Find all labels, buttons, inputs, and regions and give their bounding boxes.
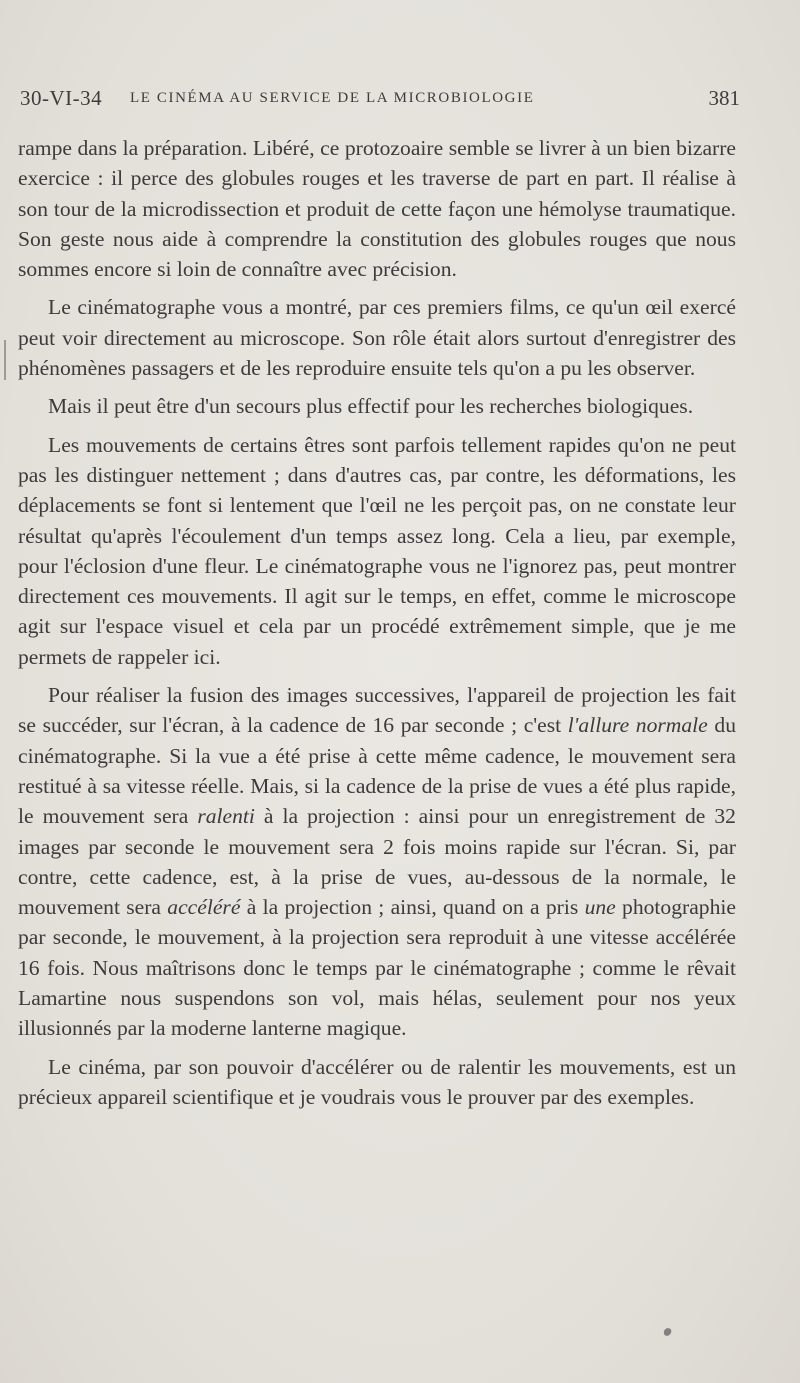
- text-run: photographie par seconde, le mouvement, à la projection sera reproduit à une vitesse accélérée 16 fois. Nous maîtrisons donc le temps par le cinématographe ; comme le rêvait Lamartine nous suspendons son vol, mais hélas, seulement pour nos yeux illusionnés par la moderne lanterne magique.: [18, 895, 736, 1041]
- italic-term: accéléré: [167, 895, 241, 920]
- text-run: Pour réaliser la fusion des images successives, l'appareil de projection les fait se succéder, sur l'écran, à la cadence de 16 par seconde ; c'est: [18, 683, 736, 738]
- running-head: [20, 84, 740, 114]
- margin-mark: [4, 340, 6, 380]
- header-date: 30-VI-34: [20, 86, 103, 110]
- paragraph: Le cinéma, par son pouvoir d'accélérer ou de ralentir les mouvements, est un précieux appareil scientifique et je voudrais vous le prouver par des exemples.: [18, 1054, 736, 1109]
- body-text: [18, 133, 736, 1112]
- text-run: à la projection : ainsi pour un enregistrement de 32 images par seconde le mouvement sera 2 fois moins rapide sur l'écran. Si, par contre, cette cadence, est, à la prise de vues, au-dessous de la normale, le mouvement sera: [18, 804, 736, 920]
- paragraph: Les mouvements de certains êtres sont parfois tellement rapides qu'on ne peut pas les distinguer nettement ; dans d'autres cas, par contre, les déformations, les déplacements se font si lentement que l'œil ne les perçoit pas, on ne constate leur résultat qu'après l'écoulement d'un temps assez long. Cela a lieu, par exemple, pour l'éclosion d'une fleur. Le cinématographe vous ne l'ignorez pas, peut montrer directement ces mouvements. Il agit sur le temps, en effet, comme le microscope agit sur l'espace visuel et cela par un procédé extrêmement simple, que je me permets de rappeler ici.: [18, 432, 736, 669]
- text-run: du cinématographe. Si la vue a été prise à cette même cadence, le mouvement sera restitué à sa vitesse réelle. Mais, si la cadence de la prise de vues a été plus rapide, le mouvement sera: [18, 713, 736, 829]
- italic-term: ralenti: [197, 804, 255, 829]
- ink-spot: [663, 1327, 673, 1337]
- paragraph: Le cinématographe vous a montré, par ces premiers films, ce qu'un œil exercé peut voir directement au microscope. Son rôle était alors surtout d'enregistrer des phénomènes passagers et de les reproduire ensuite tels qu'on a pu les observer.: [18, 295, 736, 381]
- paragraph: Mais il peut être d'un secours plus effectif pour les recherches biologiques.: [48, 394, 694, 419]
- paragraph-cadence: [18, 680, 736, 1044]
- text-run: à la projection ; ainsi, quand on a pris: [240, 895, 585, 920]
- page-number: 381: [708, 86, 740, 110]
- italic-term: l'allure normale: [567, 713, 708, 738]
- header-title: LE CINÉMA AU SERVICE DE LA MICROBIOLOGIE: [130, 90, 535, 106]
- paragraph-continued: rampe dans la préparation. Libéré, ce protozoaire semble se livrer à un bien bizarre exercice : il perce des globules rouges et les traverse de part en part. Il réalise à son tour de la microdissection et produit de cette façon une hémolyse traumatique. Son geste nous aide à comprendre la constitution des globules rouges que nous sommes encore si loin de connaître avec précision.: [18, 136, 736, 282]
- italic-term: une: [584, 895, 616, 920]
